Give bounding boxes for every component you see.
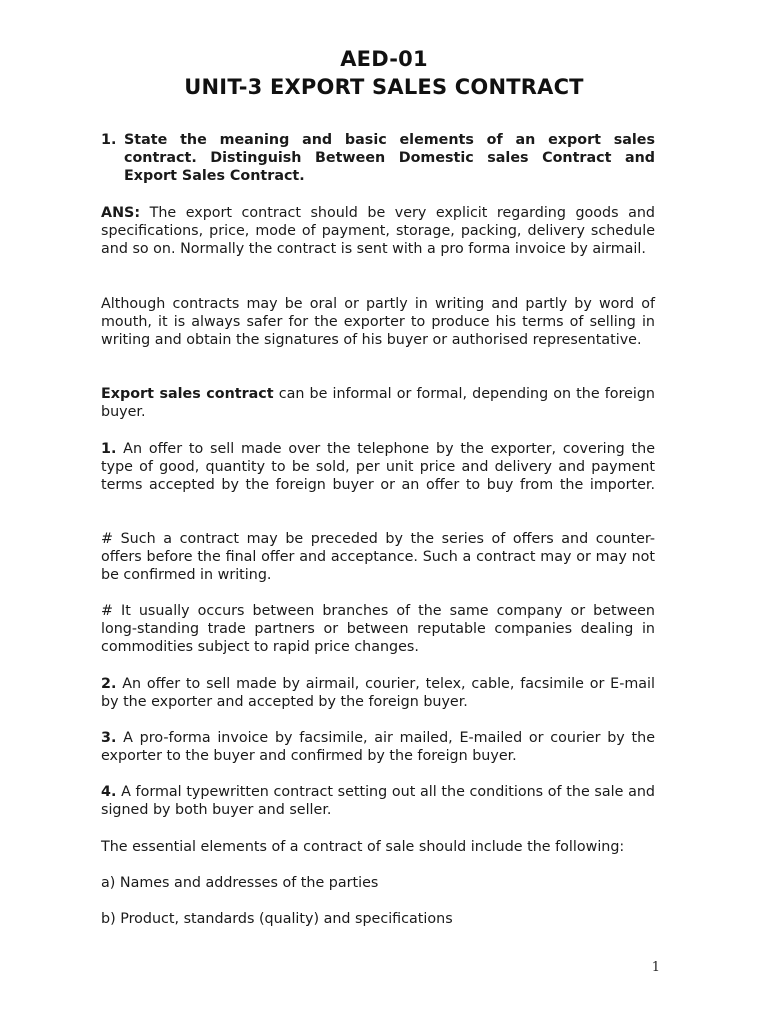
hash-note-1: # Such a contract may be preceded by the series of offers and counter-offers before the final offer and acceptance. Such a contract may or may not be confirmed in writing. (101, 531, 655, 584)
point-1-text: An offer to sell made over the telephone by the exporter, covering the type of good, quantity to be sold, per unit price and delivery and payment terms accepted by the foreign buyer or an offer to buy from the importer. (101, 441, 655, 494)
point-3-number: 3. (101, 730, 117, 746)
point-3-text: A pro-forma invoice by facsimile, air mailed, E-mailed or courier by the exporter to the buyer and confirmed by the foreign buyer. (101, 730, 655, 765)
page-number: 1 (651, 960, 660, 975)
export-sales-contract-paragraph (101, 385, 655, 421)
question-1 (101, 131, 655, 186)
document-code: AED-01 (340, 47, 428, 71)
element-item-a: a) Names and addresses of the parties (101, 875, 379, 891)
answer-label: ANS: (101, 205, 141, 221)
point-4-number: 4. (101, 784, 117, 800)
oral-contract-paragraph: Although contracts may be oral or partly in writing and partly by word of mouth, it is always safer for the exporter to produce his terms of selling in writing and obtain the signatures of his buyer or authorised representative. (101, 296, 655, 349)
essential-elements-intro: The essential elements of a contract of sale should include the following: (101, 839, 625, 855)
answer-text: The export contract should be very explicit regarding goods and specifications, price, mode of payment, storage, packing, delivery schedule and so on. Normally the contract is sent with a pro forma invoice by airmail. (101, 205, 655, 258)
question-number: 1. (101, 132, 117, 148)
point-2-paragraph (101, 675, 655, 711)
point-1-paragraph (101, 440, 655, 495)
point-1-number: 1. (101, 441, 117, 457)
point-2-number: 2. (101, 676, 117, 692)
point-3-paragraph (101, 729, 655, 765)
point-4-text: A formal typewritten contract setting out all the conditions of the sale and signed by both buyer and seller. (101, 784, 655, 819)
point-2-text: An offer to sell made by airmail, courier, telex, cable, facsimile or E-mail by the exporter and accepted by the foreign buyer. (101, 676, 655, 711)
unit-title: UNIT-3 EXPORT SALES CONTRACT (184, 75, 584, 99)
export-sales-contract-text: can be informal or formal, depending on the foreign buyer. (101, 386, 655, 421)
export-sales-contract-label: Export sales contract (101, 386, 274, 402)
point-4-paragraph (101, 783, 655, 819)
question-text: State the meaning and basic elements of an export sales contract. Distinguish Between Domestic sales Contract and Export Sales Contract. (124, 132, 655, 185)
element-item-b: b) Product, standards (quality) and specifications (101, 911, 453, 927)
answer-paragraph (101, 204, 655, 259)
hash-note-2: # It usually occurs between branches of the same company or between long-standing trade partners or between reputable companies dealing in commodities subject to rapid price changes. (101, 603, 655, 656)
